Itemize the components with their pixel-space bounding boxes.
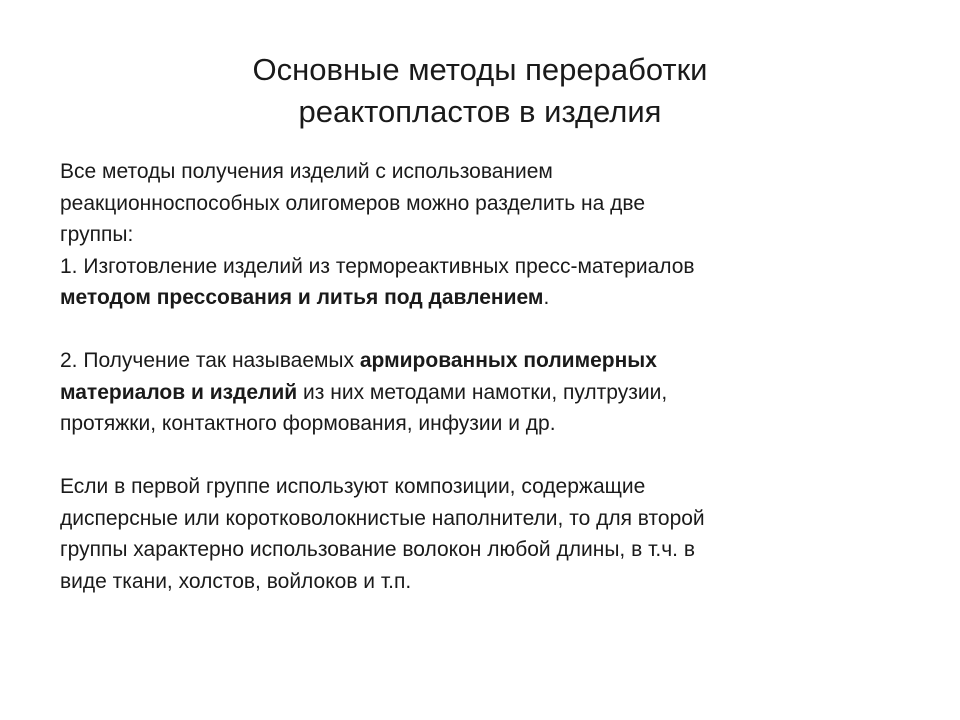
group-2-line-2 [60, 377, 920, 409]
slide-title [100, 49, 860, 133]
conclusion-paragraph [60, 471, 920, 597]
intro-line: реакционноспособных олигомеров можно разделить на две [60, 191, 646, 215]
intro-line: Все методы получения изделий с использованием [60, 160, 553, 183]
intro-paragraph [60, 156, 920, 251]
conclusion-line: Если в первой группе используют композиции, содержащие [60, 475, 646, 498]
paragraph-gap [60, 440, 920, 472]
paragraph-gap [60, 314, 920, 346]
group-2-line-1 [60, 345, 920, 377]
title-line-2: реактопластов в изделия [298, 94, 662, 129]
intro-line: группы: [60, 223, 134, 246]
slide-body [60, 156, 920, 597]
conclusion-line: дисперсные или коротковолокнистые наполнители, то для второй [60, 506, 705, 530]
group-1-bold-text: методом прессования и литья под давлением [60, 286, 544, 309]
group-2-bold-text-2: материалов и изделий [60, 380, 298, 404]
group-2-item [60, 345, 920, 440]
group-2-rest: из них методами намотки, пултрузии, [297, 380, 668, 404]
group-1-period: . [543, 286, 550, 309]
conclusion-line: виде ткани, холстов, войлоков и т.п. [60, 569, 412, 593]
group-2-bold-text-1: армированных полимерных [359, 349, 657, 372]
group-1-line: 1. Изготовление изделий из термореактивных пресс-материалов [60, 254, 695, 278]
title-line-1: Основные методы переработки [252, 52, 708, 87]
conclusion-line: группы характерно использование волокон любой длины, в т.ч. в [60, 538, 695, 561]
group-1-line-2 [60, 282, 920, 314]
group-2-prefix: 2. Получение так называемых [60, 349, 360, 372]
group-2-line-3: протяжки, контактного формования, инфузии и др. [60, 412, 556, 435]
group-1-item [60, 251, 920, 314]
